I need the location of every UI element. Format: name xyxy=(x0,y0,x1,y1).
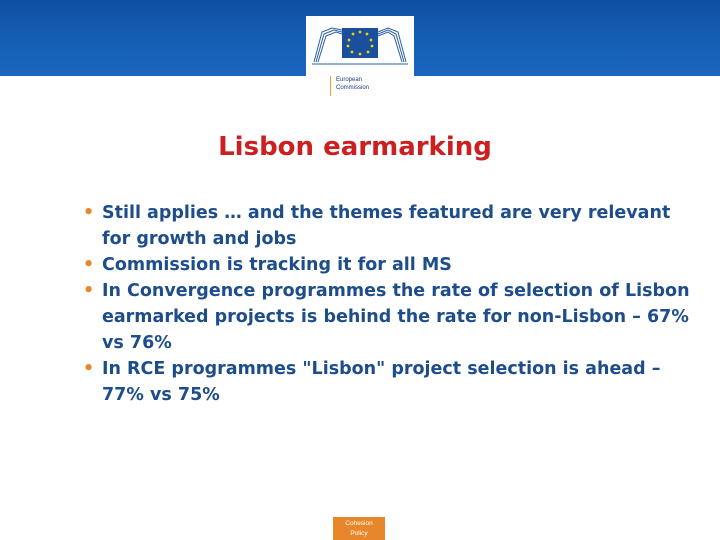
bullet-item xyxy=(80,278,690,356)
badge-line-1: Cohesion xyxy=(345,520,373,527)
bullet-text: Still applies … and the themes featured are very relevant for growth and jobs xyxy=(102,203,671,249)
logo-line-2: Commission xyxy=(336,85,370,91)
bullet-item xyxy=(80,200,690,252)
logo-line-1: European xyxy=(336,77,363,83)
bullet-item xyxy=(80,252,690,278)
european-commission-logo xyxy=(306,16,414,102)
bullet-marker: • xyxy=(83,203,95,223)
bullet-text: In RCE programmes "Lisbon" project selection is ahead – 77% vs 75% xyxy=(102,359,661,405)
cohesion-policy-badge xyxy=(333,517,385,540)
bullet-item xyxy=(80,356,690,408)
bullet-text: In Convergence programmes the rate of selection of Lisbon earmarked projects is behind the rate for non-Lisbon – 67% vs 76% xyxy=(102,281,690,353)
bullet-marker: • xyxy=(83,359,95,379)
bullet-text: Commission is tracking it for all MS xyxy=(102,255,452,275)
bullet-marker: • xyxy=(83,281,95,301)
logo-text xyxy=(336,76,412,92)
commission-building-icon xyxy=(312,22,408,68)
slide-title: Lisbon earmarking xyxy=(218,132,492,162)
badge-line-2: Policy xyxy=(350,530,368,537)
logo-divider xyxy=(330,76,331,96)
bullet-marker: • xyxy=(83,255,95,275)
bullet-list xyxy=(80,200,690,408)
